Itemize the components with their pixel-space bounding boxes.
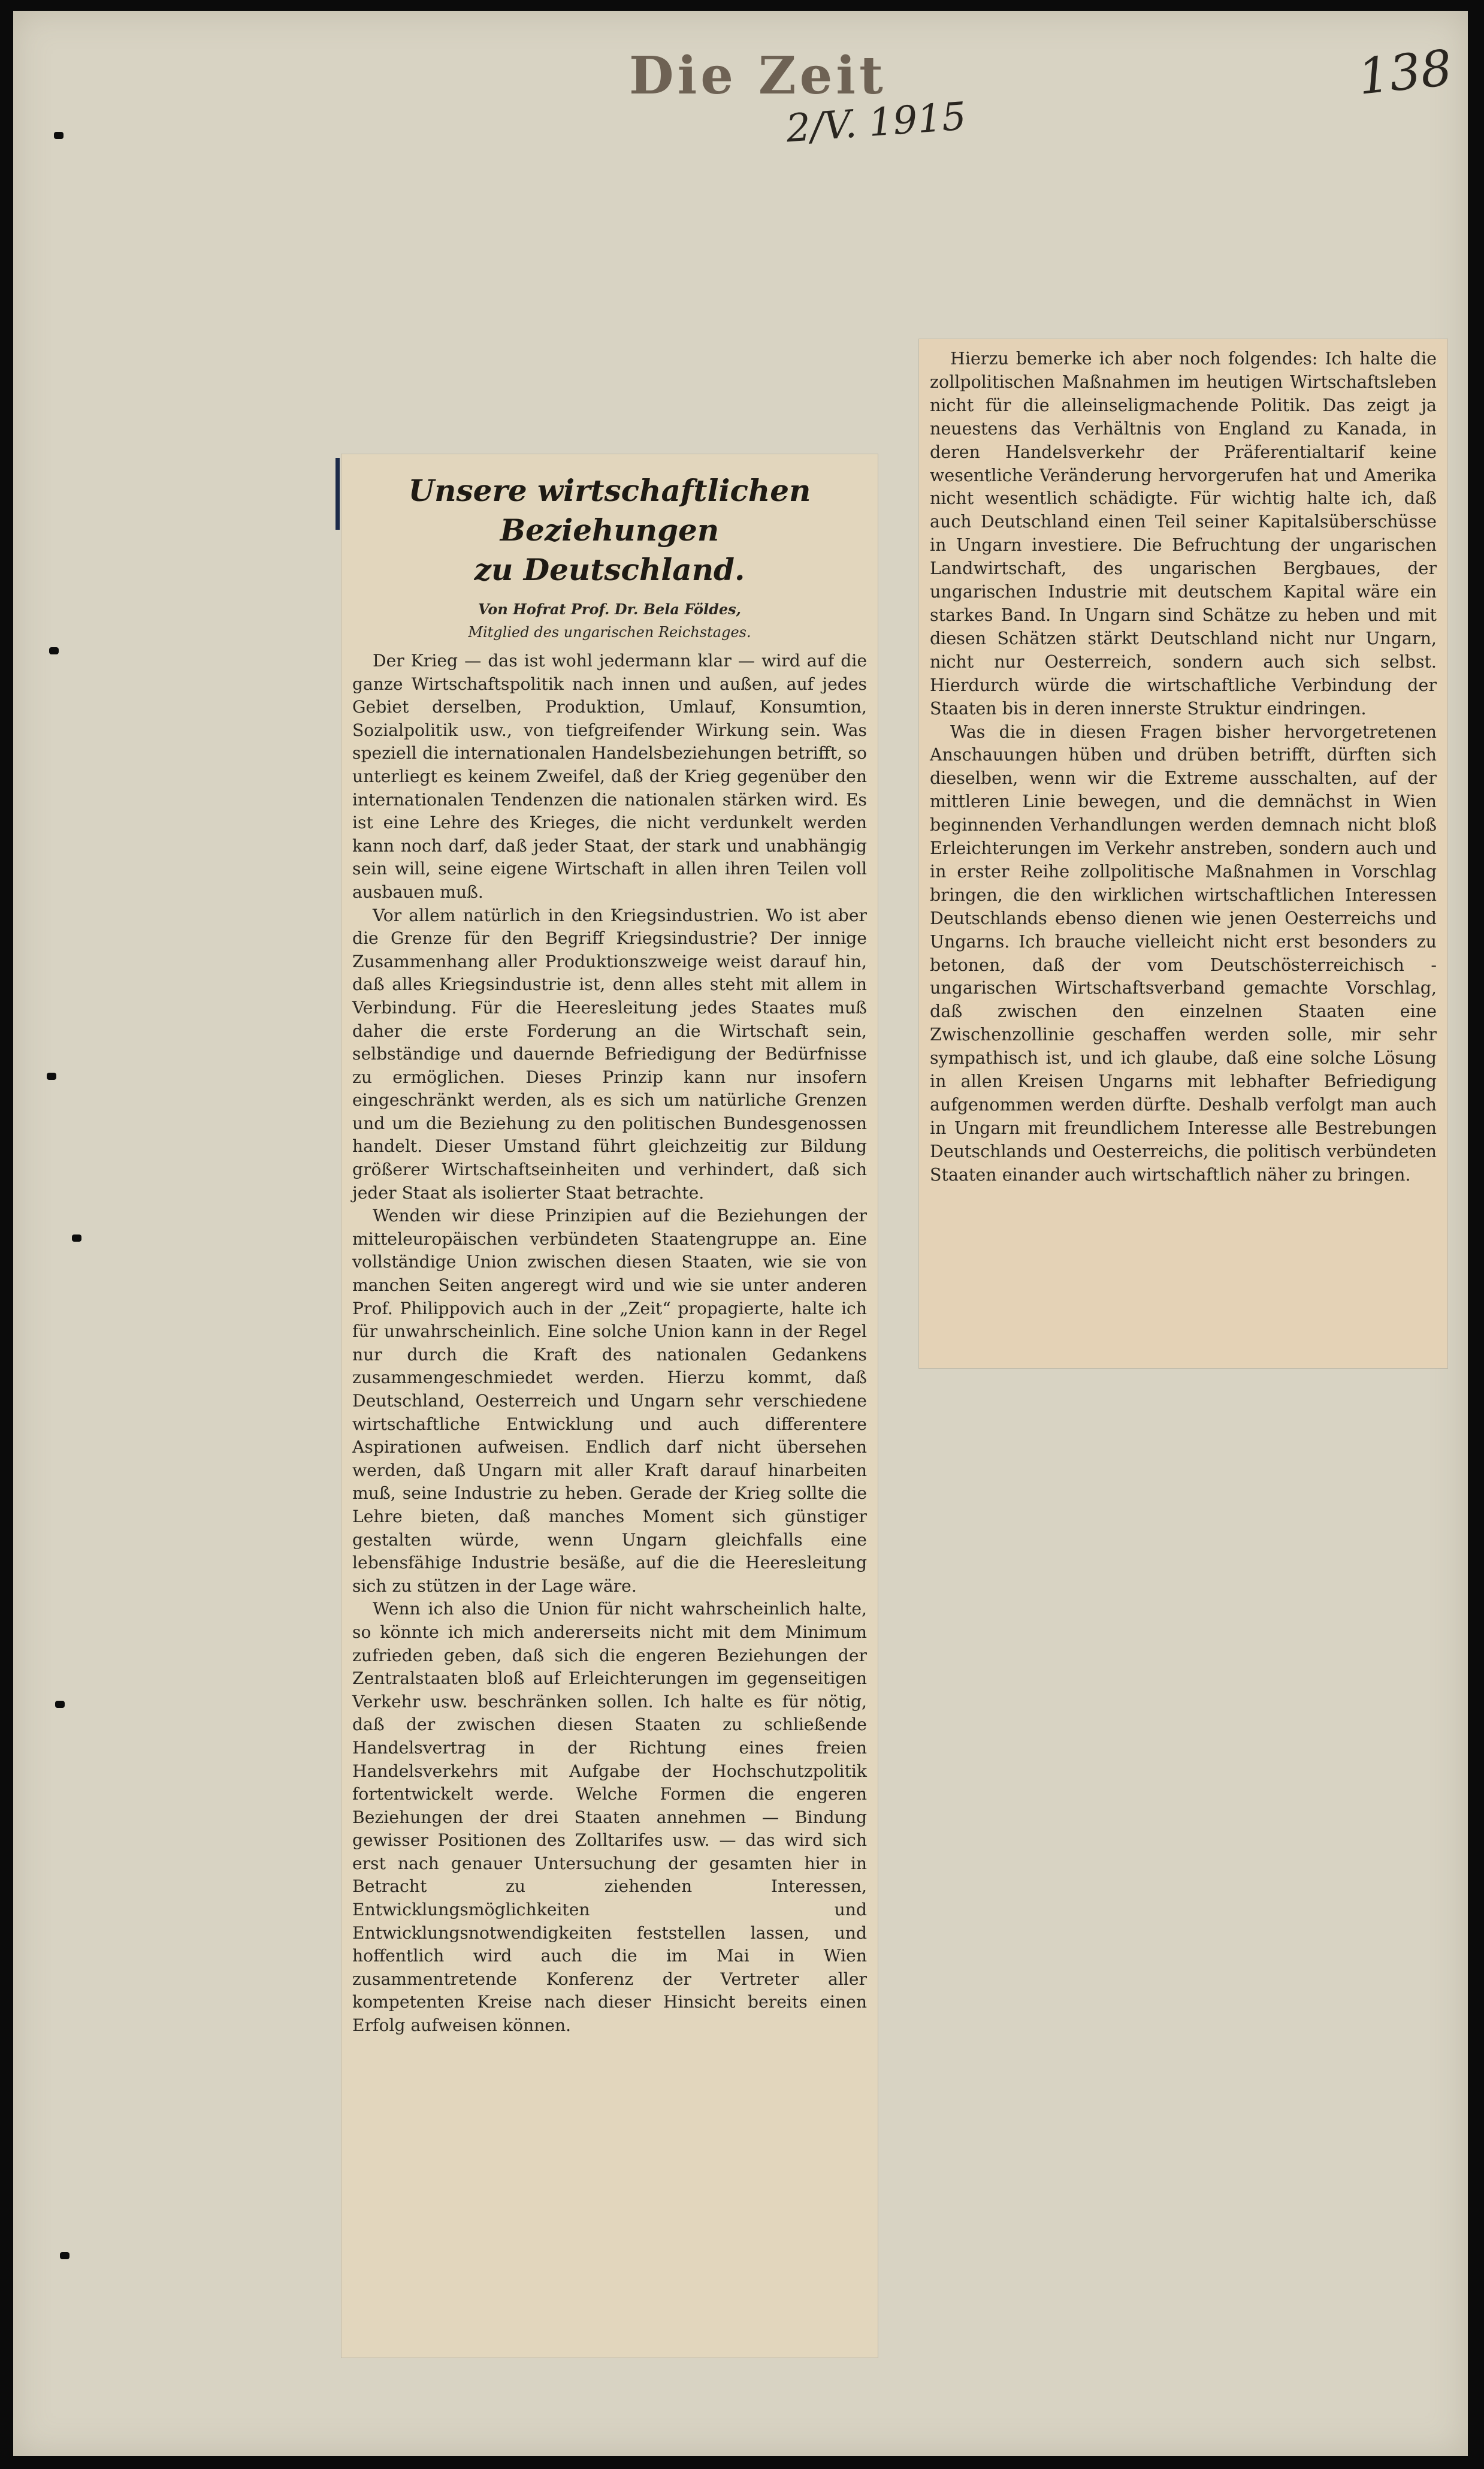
article-paragraph: Vor allem natürlich in den Kriegsindustrien. Wo ist aber die Grenze für den Begriff Kriegsindustrie? Der innige Zusammenhang aller Produktionszweige weist darauf hin, daß alles Kriegsindustrie ist, denn alles steht mit allem in Verbindung. Für die Heeresleitung jedes Staates muß daher die erste Forderung an die Wirtschaft sein, selbständige und dauernde Befriedigung der Bedürfnisse zu ermöglichen. Dieses Prinzip kann nur insofern eingeschränkt werden, als es sich um natürliche Grenzen und um die Beziehung zu den politischen Bundesgenossen handelt. Dieser Umstand führt gleichzeitig zur Bildung größerer Wirtschaftseinheiten und verhindert, daß sich jeder Staat als isolierter Staat betrachte. xyxy=(352,905,867,1203)
article-paragraph: Wenn ich also die Union für nicht wahrscheinlich halte, so könnte ich mich andererseits nicht mit dem Minimum zufrieden geben, daß sich die engeren Beziehungen der Zentralstaaten bloß auf Erleichterungen im gegenseitigen Verkehr usw. beschränken sollen. Ich halte es für nötig, daß der zwischen diesen Staaten zu schließende Handelsvertrag in der Richtung eines freien Handelsverkehrs mit Aufgabe der Hochschutzpolitik fortentwickelt werde. Welche Formen die engeren Beziehungen der drei Staaten annehmen — Bindung gewisser Positionen des Zolltarifes usw. — das wird sich erst nach genauer Untersuchung der gesamten hier in Betracht zu ziehenden Interessen, Entwicklungsmöglichkeiten und Entwicklungsnotwendigkeiten feststellen lassen, und hoffentlich wird auch die im Mai in Wien zusammentretende Konferenz der Vertreter aller kompetenten Kreise nach dieser Hinsicht bereits einen Erfolg aufweisen können. xyxy=(352,1599,867,2036)
article-clipping-right xyxy=(919,339,1447,1368)
handwritten-date: 2/V. 1915 xyxy=(784,94,968,152)
binding-hole xyxy=(72,1234,81,1242)
byline-author: Von Hofrat Prof. Dr. Bela Földes, xyxy=(477,600,742,618)
binding-hole xyxy=(47,1073,56,1080)
clipping-edge-mark xyxy=(336,458,340,530)
headline-line-2: zu Deutschland. xyxy=(474,552,745,587)
article-body-right xyxy=(919,339,1447,1187)
article-paragraph: Der Krieg — das ist wohl jedermann klar — wird auf die ganze Wirtschaftspolitik nach innen und außen, auf jedes Gebiet derselben, Produktion, Umlauf, Konsumtion, Sozialpolitik usw., von tiefgreifender Wirkung sein. Was speziell die internationalen Handelsbeziehungen betrifft, so unterliegt es keinem Zweifel, daß der Krieg gegenüber den internationalen Tendenzen die nationalen stärken wird. Es ist eine Lehre des Krieges, die nicht verdunkelt werden kann noch darf, daß jeder Staat, der stark und unabhängig sein will, seine eigene Wirtschaft in allen ihren Teilen voll ausbauen muß. xyxy=(352,651,867,902)
publication-stamp: Die Zeit xyxy=(629,46,887,106)
handwritten-page-number: 138 xyxy=(1355,40,1455,106)
article-byline xyxy=(341,590,878,644)
article-paragraph: Wenden wir diese Prinzipien auf die Beziehungen der mitteleuropäischen verbündeten Staatengruppe an. Eine vollständige Union zwischen diesen Staaten, wie sie von manchen Seiten angeregt wird und wie sie unter anderen Prof. Philippovich auch in der „Zeit“ propagierte, halte ich für unwahrscheinlich. Eine solche Union kann in der Regel nur durch die Kraft des nationalen Gedankens zusammengeschmiedet werden. Hierzu kommt, daß Deutschland, Oesterreich und Ungarn sehr verschiedene wirtschaftliche Entwicklung und auch differentere Aspirationen aufweisen. Endlich darf nicht übersehen werden, daß Ungarn mit aller Kraft darauf hinarbeiten muß, seine Industrie zu heben. Gerade der Krieg sollte die Lehre bieten, daß manches Moment sich günstiger gestalten würde, wenn Ungarn gleichfalls eine lebensfähige Industrie besäße, auf die die Heeresleitung sich zu stützen in der Lage wäre. xyxy=(352,1206,867,1596)
article-paragraph: Hierzu bemerke ich aber noch folgendes: Ich halte die zollpolitischen Maßnahmen im heutigen Wirtschaftsleben nicht für die alleinseligmachende Politik. Das zeigt ja neuestens das Verhältnis von England zu Kanada, in deren Handelsverkehr der Präferentialtarif keine wesentliche Veränderung hervorgerufen hat und Amerika nicht wesentlich schädigte. Für wichtig halte ich, daß auch Deutschland einen Teil seiner Kapitalsüberschüsse in Ungarn investiere. Die Befruchtung der ungarischen Landwirtschaft, des ungarischen Bergbaues, der ungarischen Industrie mit deutschem Kapital wäre ein starkes Band. In Ungarn sind Schätze zu heben und mit diesen Schätzen stärkt Deutschland nicht nur Ungarn, nicht nur Oesterreich, sondern auch sich selbst. Hierdurch würde die wirtschaftliche Verbindung der Staaten bis in deren innerste Struktur eindringen. xyxy=(930,349,1437,719)
binding-hole xyxy=(49,647,59,654)
binding-hole xyxy=(54,132,64,139)
binding-hole xyxy=(60,2252,69,2259)
article-body-left xyxy=(341,644,878,2038)
article-headline xyxy=(341,454,878,590)
binding-hole xyxy=(55,1701,65,1708)
article-clipping-left xyxy=(341,454,878,2358)
byline-title: Mitglied des ungarischen Reichstages. xyxy=(468,624,751,641)
headline-line-1: Unsere wirtschaftlichen Beziehungen xyxy=(408,473,811,548)
archive-sheet xyxy=(13,11,1468,2456)
article-paragraph: Was die in diesen Fragen bisher hervorgetretenen Anschauungen hüben und drüben betrifft, dürften sich dieselben, wenn wir die Extreme ausschalten, auf der mittleren Linie bewegen, und die demnächst in Wien beginnenden Verhandlungen werden demnach nicht bloß Erleichterungen im Verkehr anstreben, sondern auch und in erster Reihe zollpolitische Maßnahmen in Vorschlag bringen, die den wirklichen wirtschaftlichen Interessen Deutschlands ebenso dienen wie jenen Oesterreichs und Ungarns. Ich brauche vielleicht nicht erst besonders zu betonen, daß der vom Deutschösterreichisch - ungarischen Wirtschaftsverband gemachte Vorschlag, daß zwischen den einzelnen Staaten eine Zwischenzollinie geschaffen werden solle, mir sehr sympathisch ist, und ich glaube, daß eine solche Lösung in allen Kreisen Ungarns mit lebhafter Befriedigung aufgenommen werden dürfte. Deshalb verfolgt man auch in Ungarn mit freundlichem Interesse alle Bestrebungen Deutschlands und Oesterreichs, die politisch verbündeten Staaten einander auch wirtschaftlich näher zu bringen. xyxy=(930,722,1437,1185)
